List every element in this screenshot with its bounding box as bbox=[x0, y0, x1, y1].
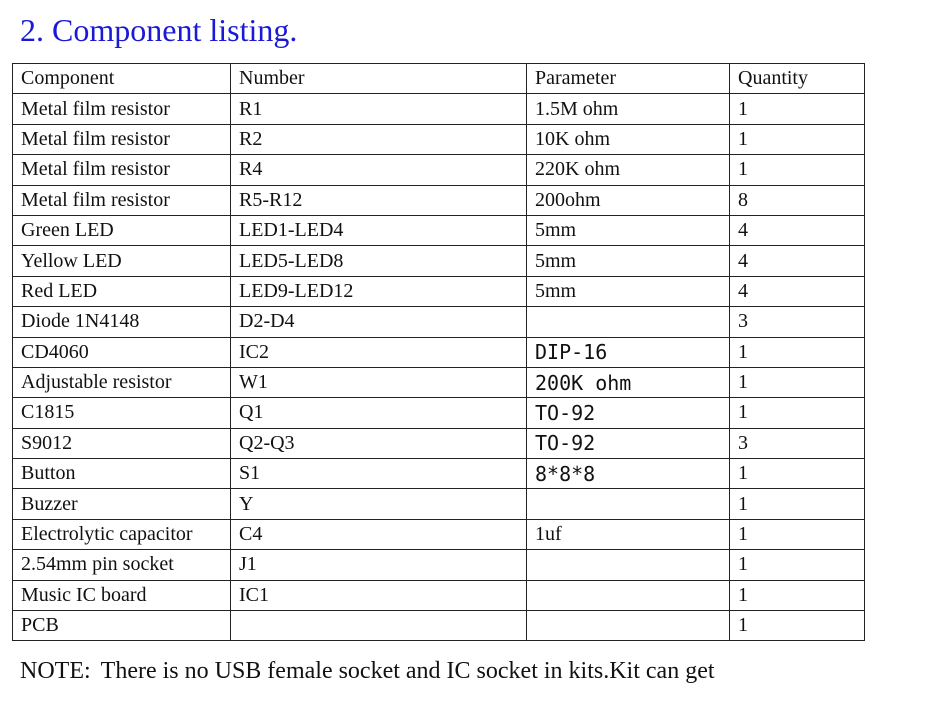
cell-component: Buzzer bbox=[13, 489, 231, 519]
table-row bbox=[13, 307, 865, 337]
cell-parameter: TO-92 bbox=[527, 398, 730, 428]
cell-parameter bbox=[527, 550, 730, 580]
cell-component: Electrolytic capacitor bbox=[13, 519, 231, 549]
cell-number: LED1-LED4 bbox=[231, 215, 527, 245]
cell-number bbox=[231, 611, 527, 641]
cell-quantity: 1 bbox=[730, 398, 865, 428]
cell-number: D2-D4 bbox=[231, 307, 527, 337]
cell-component: Music IC board bbox=[13, 580, 231, 610]
header-parameter: Parameter bbox=[527, 64, 730, 94]
header-component: Component bbox=[13, 64, 231, 94]
cell-number: J1 bbox=[231, 550, 527, 580]
cell-component: S9012 bbox=[13, 428, 231, 458]
table-row bbox=[13, 459, 865, 489]
table-body bbox=[13, 94, 865, 641]
cell-quantity: 4 bbox=[730, 276, 865, 306]
cell-number: Y bbox=[231, 489, 527, 519]
cell-quantity: 3 bbox=[730, 428, 865, 458]
cell-quantity: 1 bbox=[730, 489, 865, 519]
cell-component: CD4060 bbox=[13, 337, 231, 367]
cell-component: Adjustable resistor bbox=[13, 367, 231, 397]
cell-number: C4 bbox=[231, 519, 527, 549]
table-row bbox=[13, 276, 865, 306]
cell-quantity: 1 bbox=[730, 580, 865, 610]
cell-quantity: 1 bbox=[730, 94, 865, 124]
cell-quantity: 1 bbox=[730, 519, 865, 549]
table-row bbox=[13, 519, 865, 549]
cell-number: IC2 bbox=[231, 337, 527, 367]
header-number: Number bbox=[231, 64, 527, 94]
cell-number: S1 bbox=[231, 459, 527, 489]
cell-parameter: 200K ohm bbox=[527, 367, 730, 397]
cell-quantity: 1 bbox=[730, 367, 865, 397]
table-row bbox=[13, 94, 865, 124]
table-header-row bbox=[13, 64, 865, 94]
cell-number: LED5-LED8 bbox=[231, 246, 527, 276]
cell-number: R1 bbox=[231, 94, 527, 124]
cell-component: Green LED bbox=[13, 215, 231, 245]
cell-quantity: 3 bbox=[730, 307, 865, 337]
cell-parameter bbox=[527, 580, 730, 610]
cell-component: C1815 bbox=[13, 398, 231, 428]
cell-parameter: 5mm bbox=[527, 215, 730, 245]
cell-parameter: TO-92 bbox=[527, 428, 730, 458]
cell-component: Metal film resistor bbox=[13, 155, 231, 185]
cell-component: Metal film resistor bbox=[13, 124, 231, 154]
cell-parameter: 5mm bbox=[527, 276, 730, 306]
cell-component: Red LED bbox=[13, 276, 231, 306]
page-title: 2. Component listing. bbox=[20, 12, 298, 48]
cell-parameter: 200ohm bbox=[527, 185, 730, 215]
table-row bbox=[13, 428, 865, 458]
cell-quantity: 1 bbox=[730, 611, 865, 641]
cell-component: Metal film resistor bbox=[13, 94, 231, 124]
cell-number: R2 bbox=[231, 124, 527, 154]
cell-parameter: 8*8*8 bbox=[527, 459, 730, 489]
cell-parameter bbox=[527, 489, 730, 519]
cell-parameter: 220K ohm bbox=[527, 155, 730, 185]
cell-quantity: 4 bbox=[730, 246, 865, 276]
header-quantity: Quantity bbox=[730, 64, 865, 94]
cell-component: 2.54mm pin socket bbox=[13, 550, 231, 580]
table-row bbox=[13, 337, 865, 367]
note bbox=[20, 658, 715, 685]
table-row bbox=[13, 489, 865, 519]
cell-parameter: 1.5M ohm bbox=[527, 94, 730, 124]
cell-parameter: DIP-16 bbox=[527, 337, 730, 367]
cell-number: W1 bbox=[231, 367, 527, 397]
table-row bbox=[13, 611, 865, 641]
cell-parameter: 1uf bbox=[527, 519, 730, 549]
table-row bbox=[13, 398, 865, 428]
cell-quantity: 1 bbox=[730, 124, 865, 154]
cell-component: PCB bbox=[13, 611, 231, 641]
cell-component: Metal film resistor bbox=[13, 185, 231, 215]
cell-number: LED9-LED12 bbox=[231, 276, 527, 306]
cell-component: Diode 1N4148 bbox=[13, 307, 231, 337]
table-row bbox=[13, 550, 865, 580]
cell-quantity: 1 bbox=[730, 459, 865, 489]
table-row bbox=[13, 185, 865, 215]
cell-parameter: 5mm bbox=[527, 246, 730, 276]
table-row bbox=[13, 215, 865, 245]
cell-number: R4 bbox=[231, 155, 527, 185]
cell-component: Yellow LED bbox=[13, 246, 231, 276]
note-text: There is no USB female socket and IC socket in kits.Kit can get bbox=[100, 658, 715, 684]
cell-number: Q1 bbox=[231, 398, 527, 428]
cell-quantity: 4 bbox=[730, 215, 865, 245]
table-row bbox=[13, 367, 865, 397]
table-row bbox=[13, 580, 865, 610]
cell-component: Button bbox=[13, 459, 231, 489]
table-row bbox=[13, 155, 865, 185]
cell-parameter bbox=[527, 611, 730, 641]
cell-number: Q2-Q3 bbox=[231, 428, 527, 458]
cell-quantity: 8 bbox=[730, 185, 865, 215]
cell-parameter: 10K ohm bbox=[527, 124, 730, 154]
cell-parameter bbox=[527, 307, 730, 337]
cell-quantity: 1 bbox=[730, 550, 865, 580]
table-row bbox=[13, 124, 865, 154]
table-row bbox=[13, 246, 865, 276]
cell-quantity: 1 bbox=[730, 155, 865, 185]
cell-number: IC1 bbox=[231, 580, 527, 610]
component-table bbox=[12, 63, 865, 641]
cell-number: R5-R12 bbox=[231, 185, 527, 215]
note-label: NOTE: bbox=[20, 658, 91, 684]
cell-quantity: 1 bbox=[730, 337, 865, 367]
